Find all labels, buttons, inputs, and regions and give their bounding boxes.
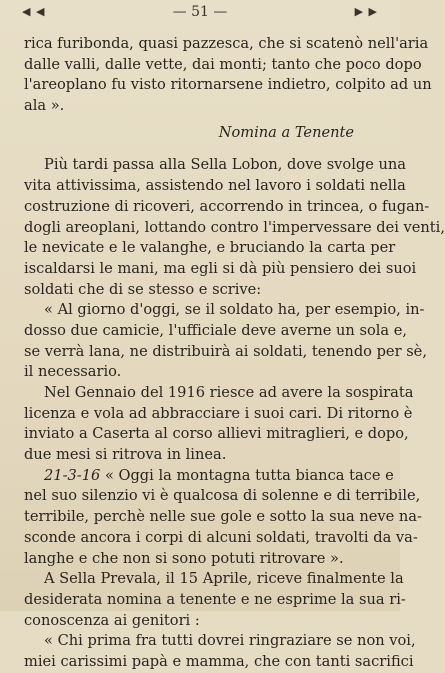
page-header <box>0 0 400 24</box>
text-line: « Al giorno d'oggi, se il soldato ha, per esempio, in- <box>44 301 425 319</box>
previous-page-arrows-icon[interactable]: ◀ ◀ <box>22 5 46 18</box>
text-line: due mesi si ritrova in linea. <box>24 446 227 464</box>
text-line: inviato a Caserta al corso allievi mitraglieri, e dopo, <box>24 425 409 443</box>
text-line: se verrà lana, ne distribuirà ai soldati, tenendo per sè, <box>24 342 427 360</box>
text-line: soldati che di se stesso e scrive: <box>24 280 262 298</box>
text-line: dogli areoplani, lottando contro l'impervessare dei venti, <box>24 218 445 236</box>
text-line: iscaldarsi le mani, ma egli si dà più pensiero dei suoi <box>24 259 417 277</box>
text-line-fragment: « Oggi la montagna tutta bianca tace e <box>104 466 394 484</box>
next-page-arrows-icon[interactable]: ▶ ▶ <box>354 5 378 18</box>
text-line: Più tardi passa alla Sella Lobon, dove svolge una <box>44 156 406 174</box>
text-line: terribile, perchè nelle sue gole e sotto la sua neve na- <box>24 508 422 526</box>
text-line: ala ». <box>24 97 65 115</box>
text-line: conoscenza ai genitori : <box>24 611 200 629</box>
text-line: il necessario. <box>24 363 122 381</box>
text-line: sconde ancora i corpi di alcuni soldati, travolti da va- <box>24 528 418 546</box>
text-line: vita attivissima, assistendo nel lavoro i soldati nella <box>24 177 406 195</box>
text-line: desiderata nomina a tenente e ne esprime la sua ri- <box>24 590 406 608</box>
text-line: A Sella Prevala, il 15 Aprile, riceve finalmente la <box>44 570 404 588</box>
text-line: le nevicate e le valanghe, e bruciando la carta per <box>24 239 396 257</box>
text-line: l'areoplano fu visto ritornarsene indietro, colpito ad un <box>24 76 432 94</box>
text-line: dosso due camicie, l'ufficiale deve averne un sola e, <box>24 321 408 339</box>
page-number: — 51 — <box>172 4 228 20</box>
section-heading: Nomina a Tenente <box>218 123 354 141</box>
text-line: rica furibonda, quasi pazzesca, che si scatenò nell'aria <box>24 35 429 52</box>
text-line: langhe e che non si sono potuti ritrovare ». <box>24 549 344 567</box>
text-line: nel suo silenzio vi è qualcosa di solenne e di terribile, <box>24 487 421 505</box>
body-text <box>24 34 445 673</box>
text-line: licenza e vola ad abbracciare i suoi cari. Di ritorno è <box>24 404 413 422</box>
text-line: Nel Gennaio del 1916 riesce ad avere la sospirata <box>44 384 414 401</box>
text-line: dalle valli, dalle vette, dai monti; tanto che poco dopo <box>24 55 422 73</box>
text-line: costruzione di ricoveri, accorrendo in trincea, o fugan- <box>24 197 430 215</box>
text-line: « Chi prima fra tutti dovrei ringraziare se non voi, <box>44 632 416 650</box>
diary-date: 21-3-16 <box>44 466 101 484</box>
text-line: miei carissimi papà e mamma, che con tanti sacrifici <box>24 652 414 670</box>
text-line <box>24 466 394 487</box>
